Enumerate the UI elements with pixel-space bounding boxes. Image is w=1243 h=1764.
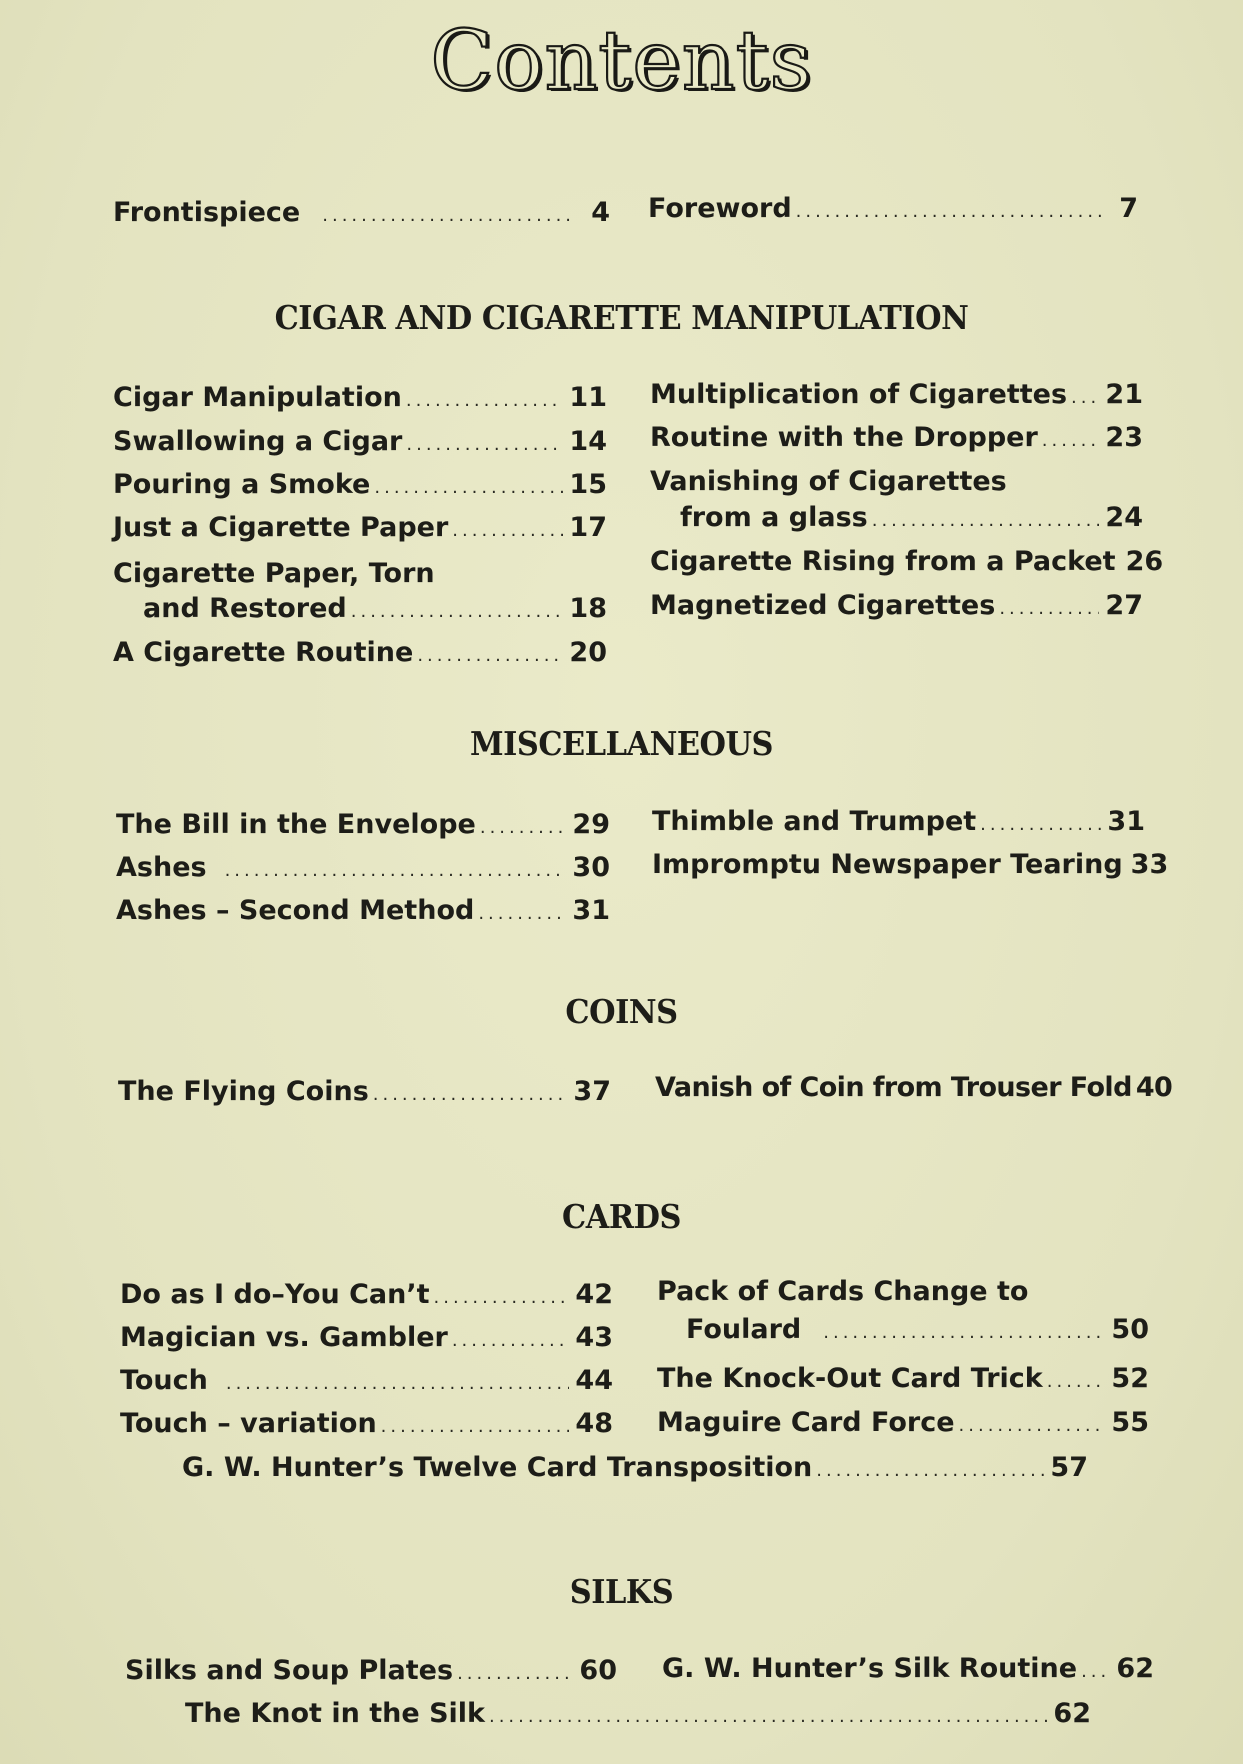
entry-page: 62 xyxy=(1053,1698,1091,1729)
entry-page: 31 xyxy=(1107,806,1145,837)
page-title: Contents xyxy=(430,14,813,109)
toc-entry[interactable] xyxy=(118,1075,611,1112)
entry-page: 62 xyxy=(1116,1653,1154,1684)
entry-label: Foreword xyxy=(648,193,792,224)
leader-dots xyxy=(823,1316,1105,1350)
entry-label: The Knock-Out Card Trick xyxy=(657,1363,1043,1394)
toc-entry[interactable] xyxy=(657,1362,1149,1399)
entry-page: 40 xyxy=(1135,1072,1173,1103)
toc-entry[interactable] xyxy=(662,1652,1154,1689)
entry-label: and Restored xyxy=(143,593,347,624)
entry-page: 50 xyxy=(1111,1314,1149,1345)
leader-dots xyxy=(417,639,563,673)
entry-label: Vanish of Coin from Trouser Fold xyxy=(655,1072,1132,1103)
entry-label: from a glass xyxy=(680,502,868,533)
entry-page: 48 xyxy=(575,1408,613,1439)
entry-page: 44 xyxy=(575,1365,613,1396)
entry-page: 7 xyxy=(1119,193,1138,224)
entry-page: 33 xyxy=(1130,849,1169,880)
toc-entry[interactable] xyxy=(686,1313,1149,1350)
entry-label: Ashes xyxy=(116,852,207,883)
leader-dots xyxy=(434,1281,570,1315)
entry-page: 11 xyxy=(569,382,607,413)
entry-page: 60 xyxy=(579,1655,617,1686)
toc-entry[interactable] xyxy=(648,192,1138,229)
entry-label-line1[interactable]: Pack of Cards Change to xyxy=(657,1276,1029,1307)
entry-page: 42 xyxy=(575,1279,613,1310)
entry-page: 17 xyxy=(569,512,607,543)
toc-entry[interactable] xyxy=(120,1407,613,1444)
leader-dots xyxy=(322,199,574,233)
leader-dots xyxy=(1081,1655,1110,1689)
entry-label: Multiplication of Cigarettes xyxy=(650,379,1068,410)
entry-label: G. W. Hunter’s Silk Routine xyxy=(662,1653,1078,1684)
toc-entry[interactable] xyxy=(113,425,607,462)
section-heading: SILKS xyxy=(569,1572,674,1611)
section-heading: COINS xyxy=(565,992,678,1031)
entry-label: Frontispiece xyxy=(113,197,301,228)
leader-dots xyxy=(816,1454,1044,1488)
leader-dots xyxy=(452,1324,570,1358)
entry-label: Cigar Manipulation xyxy=(113,382,402,413)
entry-label: Pouring a Smoke xyxy=(113,469,371,500)
toc-entry[interactable] xyxy=(650,421,1143,458)
leader-dots xyxy=(796,195,1102,229)
entry-label: Do as I do–You Can’t xyxy=(120,1279,430,1310)
entry-page: 29 xyxy=(572,809,610,840)
toc-entry[interactable] xyxy=(113,196,610,233)
entry-page: 37 xyxy=(573,1076,611,1107)
leader-dots xyxy=(1047,1365,1106,1399)
entry-label: Foulard xyxy=(686,1314,802,1345)
entry-page: 18 xyxy=(569,593,607,624)
entry-page: 15 xyxy=(569,469,607,500)
entry-page: 21 xyxy=(1105,379,1143,410)
entry-page: 4 xyxy=(591,197,610,228)
entry-page: 20 xyxy=(569,637,607,668)
leader-dots xyxy=(478,897,566,931)
leader-dots xyxy=(406,428,563,462)
toc-entry[interactable] xyxy=(652,848,1169,885)
leader-dots xyxy=(1042,424,1100,458)
entry-label: Magnetized Cigarettes xyxy=(650,590,996,621)
toc-entry[interactable] xyxy=(113,468,607,505)
entry-page: 31 xyxy=(572,895,610,926)
entry-label: Touch – variation xyxy=(120,1408,377,1439)
leader-dots xyxy=(480,811,567,845)
leader-dots xyxy=(489,1700,1047,1734)
toc-entry[interactable] xyxy=(116,808,610,845)
entry-label-line1[interactable]: Cigarette Paper, Torn xyxy=(113,558,435,589)
section-heading: CIGAR AND CIGARETTE MANIPULATION xyxy=(274,298,969,337)
leader-dots xyxy=(225,854,567,888)
section-heading: MISCELLANEOUS xyxy=(469,724,774,763)
entry-label: Maguire Card Force xyxy=(657,1407,955,1438)
leader-dots xyxy=(226,1367,570,1401)
toc-entry[interactable] xyxy=(120,1364,613,1401)
toc-entry[interactable] xyxy=(655,1071,1173,1108)
entry-page: 57 xyxy=(1050,1452,1088,1483)
entry-label: Touch xyxy=(120,1365,208,1396)
entry-label: A Cigarette Routine xyxy=(113,637,414,668)
leader-dots xyxy=(351,595,564,629)
entry-page: 30 xyxy=(572,852,610,883)
leader-dots xyxy=(959,1409,1106,1443)
toc-entry[interactable] xyxy=(120,1278,613,1315)
entry-page: 55 xyxy=(1111,1407,1149,1438)
toc-entry[interactable] xyxy=(680,501,1143,538)
entry-label: Thimble and Trumpet xyxy=(652,806,977,837)
leader-dots xyxy=(381,1410,570,1444)
leader-dots xyxy=(406,384,564,418)
toc-entry[interactable] xyxy=(120,1321,613,1358)
entry-label: Routine with the Dropper xyxy=(650,422,1038,453)
toc-entry[interactable] xyxy=(650,589,1143,626)
toc-entry[interactable] xyxy=(185,1697,1091,1734)
toc-entry[interactable] xyxy=(657,1406,1149,1443)
toc-entry[interactable] xyxy=(650,378,1143,415)
toc-entry[interactable] xyxy=(652,805,1145,842)
toc-entry[interactable] xyxy=(182,1451,1088,1488)
section-heading: CARDS xyxy=(562,1197,681,1236)
entry-page: 27 xyxy=(1105,590,1143,621)
leader-dots xyxy=(872,504,1100,538)
toc-entry[interactable] xyxy=(113,636,607,673)
toc-entry[interactable] xyxy=(113,511,607,548)
entry-label: Magician vs. Gambler xyxy=(120,1322,448,1353)
leader-dots xyxy=(452,514,563,548)
toc-entry[interactable] xyxy=(116,894,610,931)
leader-dots xyxy=(457,1657,573,1691)
entry-label: Swallowing a Cigar xyxy=(113,426,403,457)
toc-entry[interactable] xyxy=(143,592,607,629)
entry-label: Ashes – Second Method xyxy=(116,895,475,926)
leader-dots xyxy=(999,592,1099,626)
entry-label: G. W. Hunter’s Twelve Card Transposition xyxy=(182,1452,813,1483)
toc-entry[interactable] xyxy=(113,381,607,418)
leader-dots xyxy=(980,808,1101,842)
leader-dots xyxy=(374,471,563,505)
entry-page: 26 xyxy=(1125,546,1164,577)
entry-label: The Flying Coins xyxy=(118,1076,369,1107)
entry-page: 14 xyxy=(569,426,607,457)
leader-dots xyxy=(373,1078,568,1112)
toc-entry[interactable] xyxy=(650,545,1164,582)
leader-dots xyxy=(1071,381,1099,415)
entry-page: 43 xyxy=(575,1322,613,1353)
entry-page: 23 xyxy=(1105,422,1143,453)
entry-label: Impromptu Newspaper Tearing xyxy=(652,849,1123,880)
toc-entry[interactable] xyxy=(125,1654,617,1691)
entry-label: The Knot in the Silk xyxy=(185,1698,485,1729)
entry-label-line1[interactable]: Vanishing of Cigarettes xyxy=(650,466,1007,497)
entry-label: Silks and Soup Plates xyxy=(125,1655,454,1686)
entry-label: The Bill in the Envelope xyxy=(116,809,476,840)
toc-entry[interactable] xyxy=(116,851,610,888)
entry-label: Cigarette Rising from a Packet xyxy=(650,546,1116,577)
entry-page: 52 xyxy=(1111,1363,1149,1394)
entry-page: 24 xyxy=(1105,502,1143,533)
entry-label: Just a Cigarette Paper xyxy=(113,512,449,543)
